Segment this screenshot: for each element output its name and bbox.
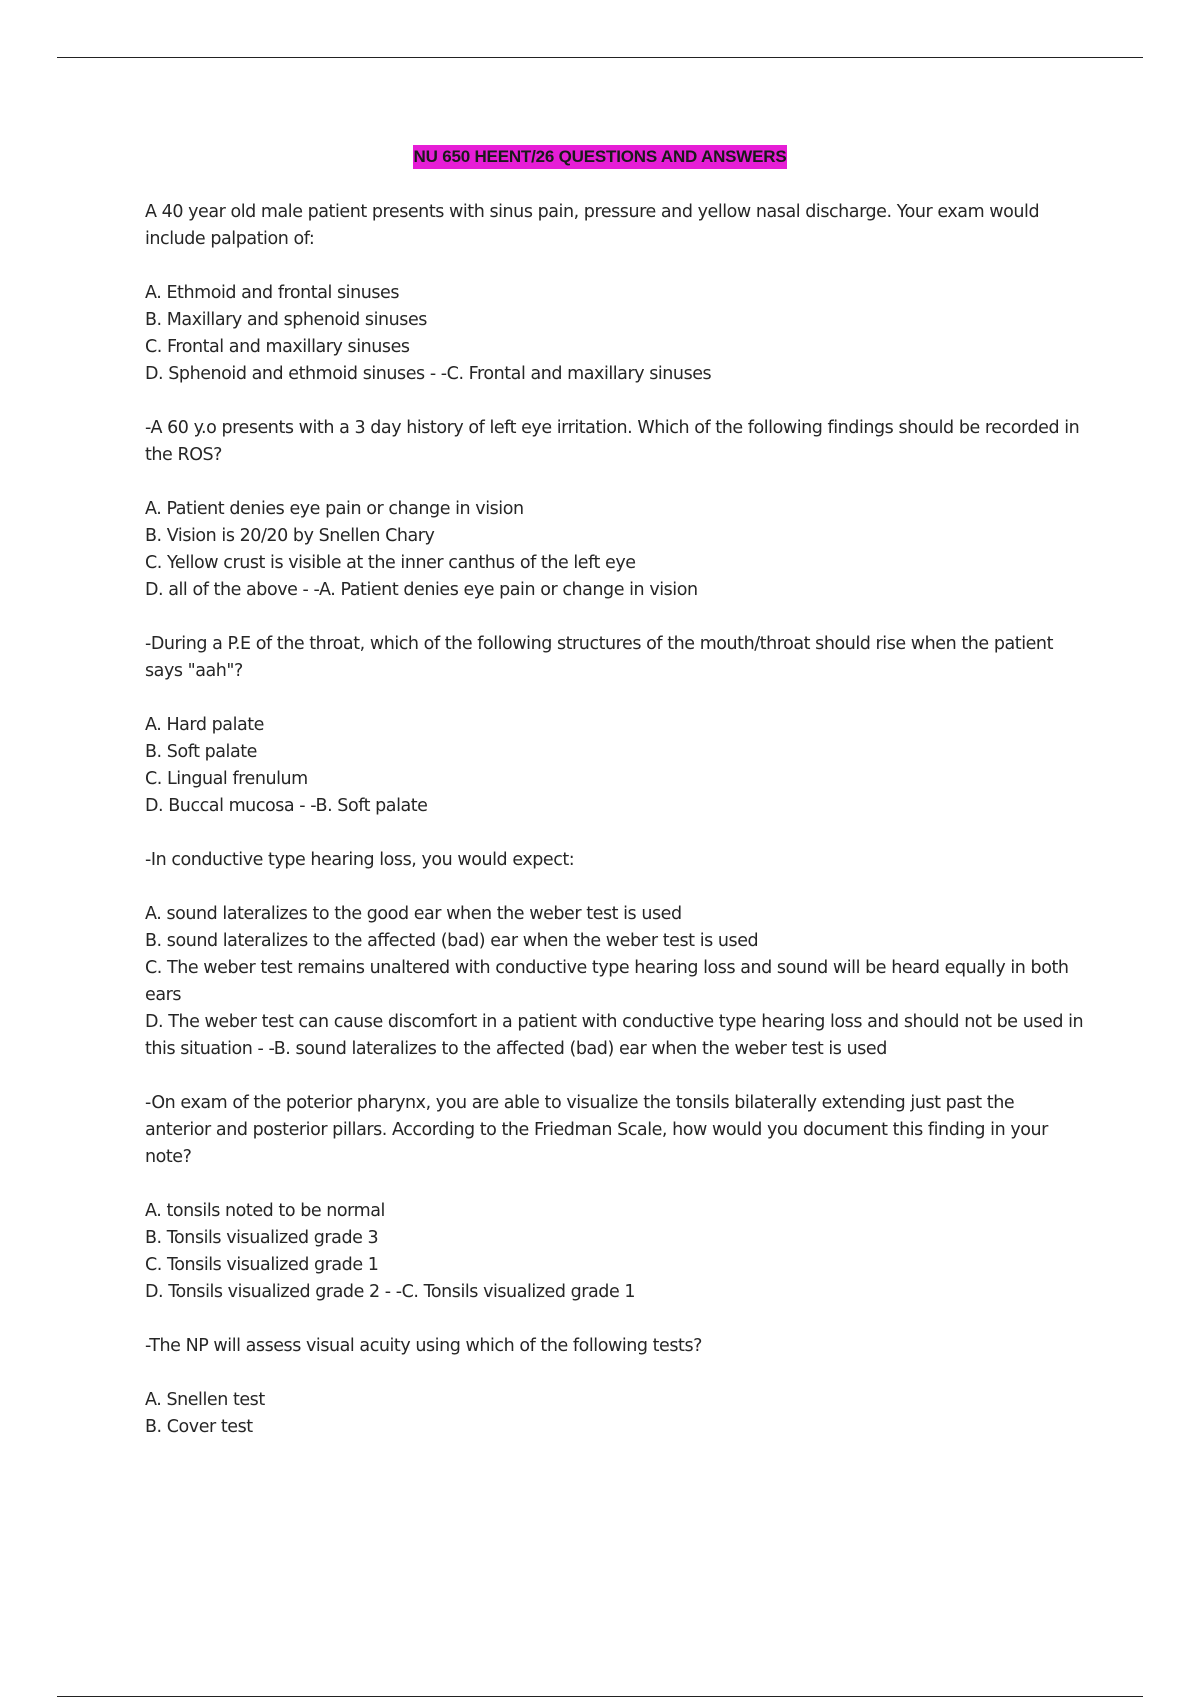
answer-option: C. Frontal and maxillary sinuses xyxy=(145,337,410,357)
answer-options xyxy=(145,1198,1085,1306)
answer-option: B. Maxillary and sphenoid sinuses xyxy=(145,310,427,330)
answer-options xyxy=(145,901,1085,1063)
question-text: -A 60 y.o presents with a 3 day history of left eye irritation. Which of the following findings should be recorded in the ROS? xyxy=(145,418,1080,465)
question-text: -During a P.E of the throat, which of the following structures of the mouth/throat should rise when the patient says "aah"? xyxy=(145,634,1053,681)
answer-option: D. all of the above - -A. Patient denies eye pain or change in vision xyxy=(145,580,698,600)
answer-option: D. The weber test can cause discomfort in a patient with conductive type hearing loss and should not be used in this situation - -B. sound lateralizes to the affected (bad) ear when the weber test is used xyxy=(145,1012,1084,1059)
question-block xyxy=(145,847,1085,1063)
answer-option: A. Hard palate xyxy=(145,715,264,735)
answer-option: D. Tonsils visualized grade 2 - -C. Tonsils visualized grade 1 xyxy=(145,1282,636,1302)
answer-option: A. sound lateralizes to the good ear when the weber test is used xyxy=(145,904,682,924)
answer-option: D. Buccal mucosa - -B. Soft palate xyxy=(145,796,428,816)
answer-option: C. The weber test remains unaltered with conductive type hearing loss and sound will be heard equally in both ears xyxy=(145,958,1069,1005)
answer-option: C. Yellow crust is visible at the inner canthus of the left eye xyxy=(145,553,636,573)
answer-option: D. Sphenoid and ethmoid sinuses - -C. Frontal and maxillary sinuses xyxy=(145,364,712,384)
answer-option: B. Vision is 20/20 by Snellen Chary xyxy=(145,526,435,546)
question-text: -On exam of the poterior pharynx, you are able to visualize the tonsils bilaterally extending just past the anterior and posterior pillars. According to the Friedman Scale, how would you document this finding in your note? xyxy=(145,1093,1048,1167)
document-title: NU 650 HEENT/26 QUESTIONS AND ANSWERS xyxy=(413,145,788,169)
answer-option: A. Snellen test xyxy=(145,1390,265,1410)
answer-options xyxy=(145,712,1085,820)
question-text: -In conductive type hearing loss, you would expect: xyxy=(145,850,575,870)
answer-options xyxy=(145,1387,1085,1441)
header-rule xyxy=(57,57,1143,58)
question-block xyxy=(145,1333,1085,1441)
answer-option: A. Ethmoid and frontal sinuses xyxy=(145,283,400,303)
answer-options xyxy=(145,280,1085,388)
answer-option: A. tonsils noted to be normal xyxy=(145,1201,385,1221)
question-block xyxy=(145,199,1085,388)
answer-option: B. Tonsils visualized grade 3 xyxy=(145,1228,379,1248)
question-text: A 40 year old male patient presents with sinus pain, pressure and yellow nasal discharge. Your exam would include palpation of: xyxy=(145,202,1040,249)
answer-option: B. Soft palate xyxy=(145,742,257,762)
answer-options xyxy=(145,496,1085,604)
answer-option: B. sound lateralizes to the affected (bad) ear when the weber test is used xyxy=(145,931,759,951)
footer-rule xyxy=(57,1696,1143,1697)
answer-option: C. Tonsils visualized grade 1 xyxy=(145,1255,379,1275)
question-block xyxy=(145,415,1085,604)
question-block xyxy=(145,1090,1085,1306)
title-container xyxy=(0,145,1200,169)
question-text: -The NP will assess visual acuity using which of the following tests? xyxy=(145,1336,702,1356)
answer-option: B. Cover test xyxy=(145,1417,253,1437)
answer-option: A. Patient denies eye pain or change in vision xyxy=(145,499,524,519)
answer-option: C. Lingual frenulum xyxy=(145,769,308,789)
question-block xyxy=(145,631,1085,820)
questions-content xyxy=(145,199,1085,1468)
